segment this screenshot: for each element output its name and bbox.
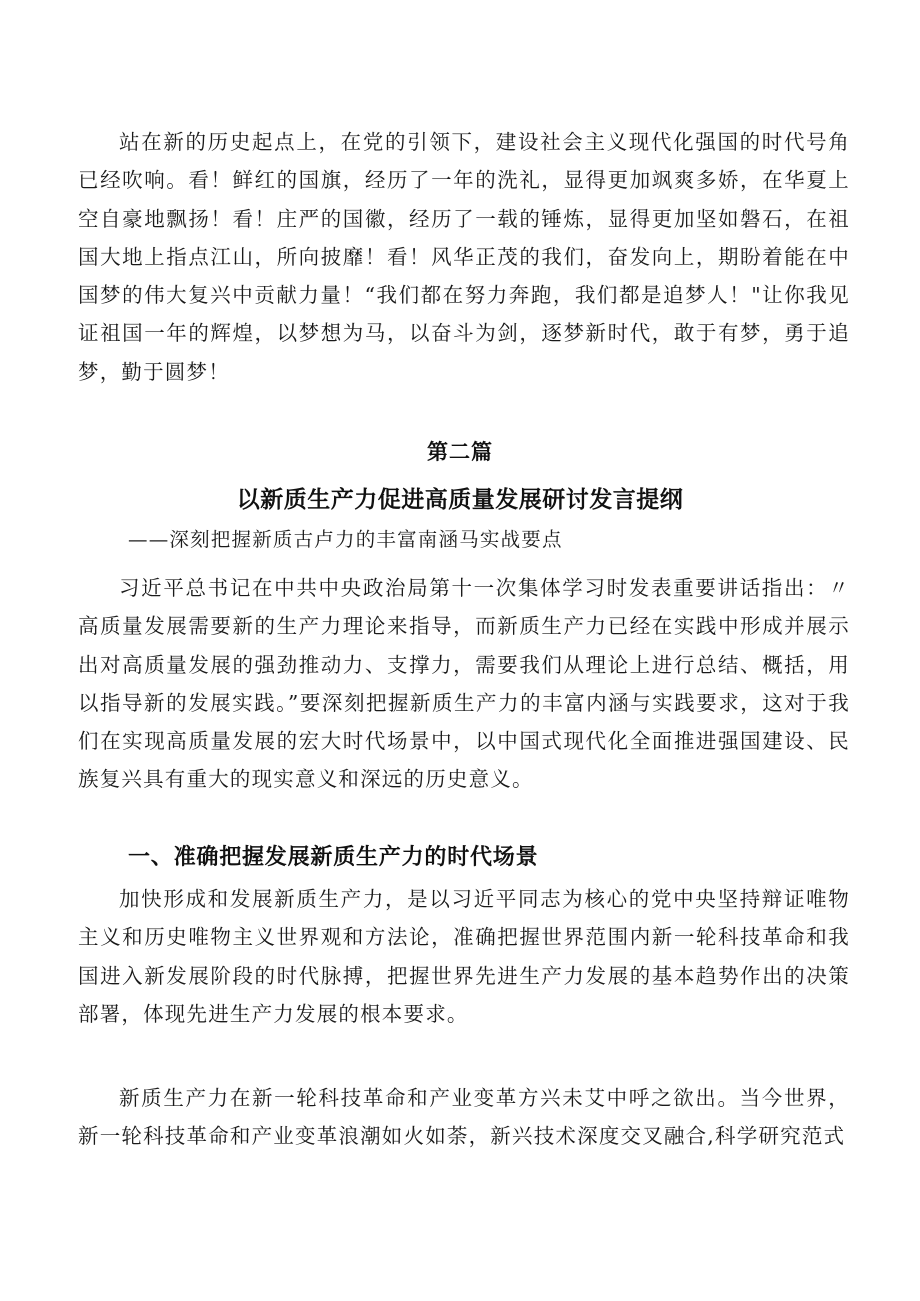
body-paragraph: 习近平总书记在中共中央政治局第十一次集体学习时发表重要讲话指出：〃高质量发展需要新的生产力理论来指导，而新质生产力已经在实践中形成并展示出对高质量发展的强劲推动力、支撑力，需要我们从理论上进行总结、概括，用以指导新的发展实践。”要深刻把握新质生产力的丰富内涵与实践要求，这对于我们在实现高质量发展的宏大时代场景中，以中国式现代化全面推进强国建设、民族复兴具有重大的现实意义和深远的历史意义。 [78, 576, 850, 792]
body-paragraph: 加快形成和发展新质生产力，是以习近平同志为核心的党中央坚持辩证唯物主义和历史唯物主义世界观和方法论，准确把握世界范围内新一轮科技革命和我国进入新发展阶段的时代脉搏，把握世界先进生产力发展的基本趋势作出的决策部署，体现先进生产力发展的根本要求。 [78, 887, 850, 1026]
document-title: 以新质生产力促进高质量发展研讨发言提纲 [236, 487, 684, 513]
document-subtitle: ——深刻把握新质古卢力的丰富南涵马实战要点 [128, 528, 563, 551]
body-paragraph: 新质生产力在新一轮科技革命和产业变革方兴未艾中呼之欲出。当今世界，新一轮科技革命和产业变革浪潮如火如荼，新兴技术深度交叉融合,科学研究范式 [78, 1086, 850, 1149]
part-label: 第二篇 [427, 440, 493, 464]
section-heading: 一、准确把握发展新质生产力的时代场景 [128, 845, 539, 870]
body-paragraph: 站在新的历史起点上，在党的引领下，建设社会主义现代化强国的时代号角已经吹响。看！鲜红的国旗，经历了一年的洗礼，显得更加飒爽多娇，在华夏上空自豪地飘扬！看！庄严的国徽，经历了一载的锤炼，显得更加坚如磐石，在祖国大地上指点江山，所向披靡！看！风华正茂的我们，奋发向上，期盼着能在中国梦的伟大复兴中贡献力量！“我们都在努力奔跑，我们都是追梦人！"让你我见证祖国一年的辉煌，以梦想为马，以奋斗为剑，逐梦新时代，敢于有梦，勇于追梦，勤于圆梦！ [78, 130, 850, 384]
